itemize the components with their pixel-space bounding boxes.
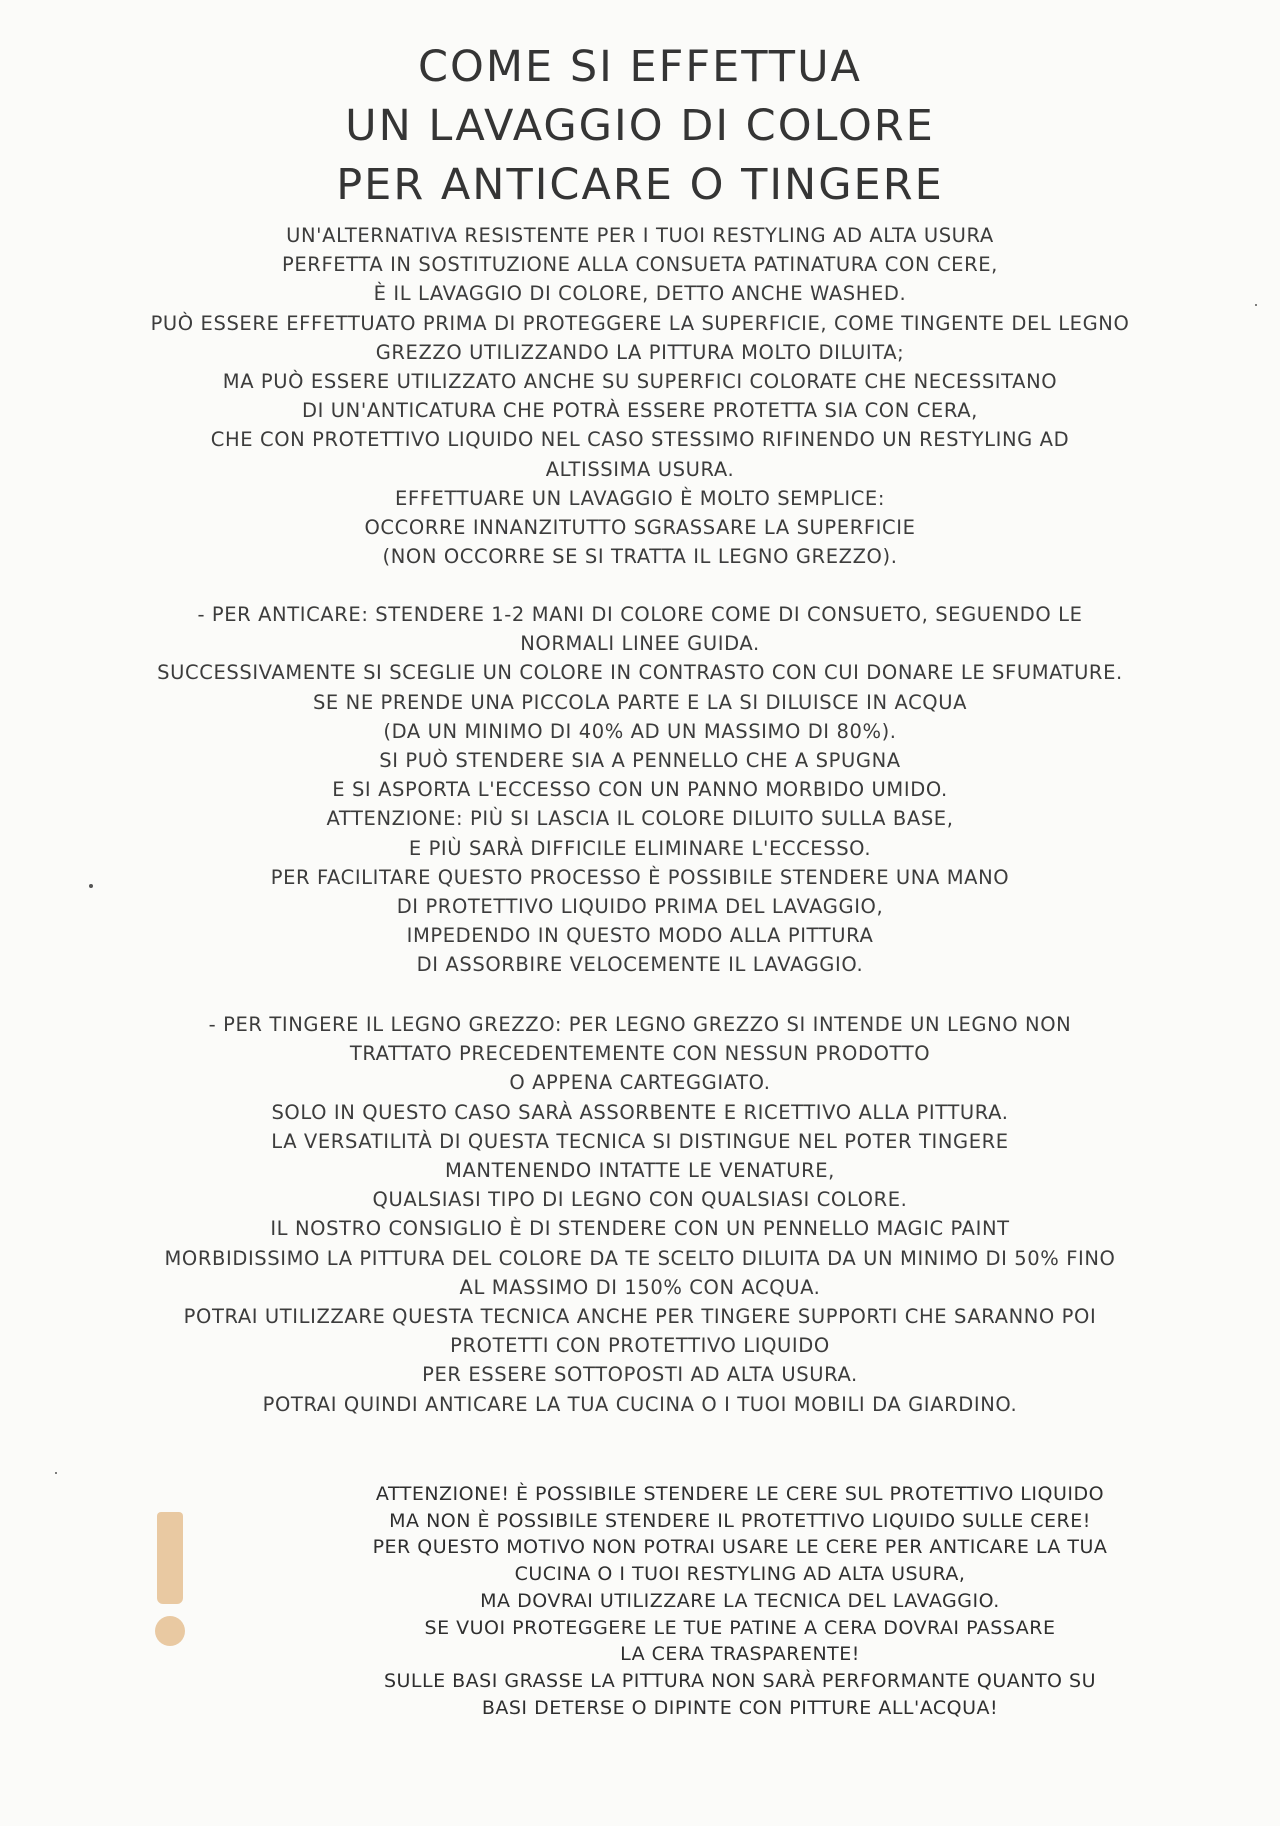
warning-note bbox=[160, 1481, 1280, 1721]
anticare-line: E SI ASPORTA L'ECCESSO CON UN PANNO MORBIDO UMIDO. bbox=[332, 778, 948, 802]
warning-line: PER QUESTO MOTIVO NON POTRAI USARE LE CERE PER ANTICARE LA TUA bbox=[372, 1536, 1108, 1559]
warning-line: CUCINA O I TUOI RESTYLING AD ALTA USURA, bbox=[514, 1563, 966, 1586]
intro-line: GREZZO UTILIZZANDO LA PITTURA MOLTO DILUITA; bbox=[375, 340, 905, 364]
anticare-line: SE NE PRENDE UNA PICCOLA PARTE E LA SI DILUISCE IN ACQUA bbox=[312, 690, 968, 714]
anticare-line: NORMALI LINEE GUIDA. bbox=[520, 632, 760, 656]
title-line: PER ANTICARE O TINGERE bbox=[336, 160, 944, 210]
warning-line: LA CERA TRASPARENTE! bbox=[620, 1643, 860, 1666]
tingere-line: O APPENA CARTEGGIATO. bbox=[509, 1071, 771, 1095]
intro-line: UN'ALTERNATIVA RESISTENTE PER I TUOI RESTYLING AD ALTA USURA bbox=[286, 224, 994, 247]
paper-speck bbox=[89, 884, 93, 888]
anticare-line: - PER ANTICARE: STENDERE 1-2 MANI DI COLORE COME DI CONSUETO, SEGUENDO LE bbox=[197, 603, 1083, 626]
tingere-line: QUALSIASI TIPO DI LEGNO CON QUALSIASI COLORE. bbox=[372, 1188, 908, 1212]
warning-line: MA NON È POSSIBILE STENDERE IL PROTETTIVO LIQUIDO SULLE CERE! bbox=[389, 1509, 1091, 1532]
tingere-line: POTRAI QUINDI ANTICARE LA TUA CUCINA O I TUOI MOBILI DA GIARDINO. bbox=[262, 1392, 1018, 1416]
tingere-line: MORBIDISSIMO LA PITTURA DEL COLORE DA TE SCELTO DILUITA DA UN MINIMO DI 50% FINO bbox=[164, 1246, 1116, 1270]
anticare-line: SUCCESSIVAMENTE SI SCEGLIE UN COLORE IN CONTRASTO CON CUI DONARE LE SFUMATURE. bbox=[157, 661, 1123, 685]
tingere-line: PROTETTI CON PROTETTIVO LIQUIDO bbox=[450, 1334, 830, 1358]
intro-line: ALTISSIMA USURA. bbox=[545, 457, 735, 481]
anticare-line: DI ASSORBIRE VELOCEMENTE IL LAVAGGIO. bbox=[416, 953, 864, 977]
tingere-line: - PER TINGERE IL LEGNO GREZZO: PER LEGNO GREZZO SI INTENDE UN LEGNO NON bbox=[208, 1013, 1072, 1036]
anticare-line: E PIÙ SARÀ DIFFICILE ELIMINARE L'ECCESSO. bbox=[408, 836, 872, 860]
anticare-line: DI PROTETTIVO LIQUIDO PRIMA DEL LAVAGGIO, bbox=[396, 895, 884, 919]
tingere-line: MANTENENDO INTATTE LE VENATURE, bbox=[445, 1159, 835, 1183]
intro-line: (NON OCCORRE SE SI TRATTA IL LEGNO GREZZO). bbox=[382, 545, 898, 569]
tingere-line: PER ESSERE SOTTOPOSTI AD ALTA USURA. bbox=[422, 1363, 858, 1387]
intro-line: È IL LAVAGGIO DI COLORE, DETTO ANCHE WASHED. bbox=[373, 282, 907, 306]
title-line: COME SI EFFETTUA bbox=[418, 42, 862, 92]
warning-line: BASI DETERSE O DIPINTE CON PITTURE ALL'ACQUA! bbox=[481, 1696, 999, 1719]
intro-line: PUÒ ESSERE EFFETTUATO PRIMA DI PROTEGGERE LA SUPERFICIE, COME TINGENTE DEL LEGNO bbox=[150, 311, 1130, 335]
intro-line: DI UN'ANTICATURA CHE POTRÀ ESSERE PROTETTA SIA CON CERA, bbox=[302, 399, 978, 423]
tingere-line: AL MASSIMO DI 150% CON ACQUA. bbox=[459, 1275, 821, 1299]
warning-line: MA DOVRAI UTILIZZARE LA TECNICA DEL LAVAGGIO. bbox=[480, 1589, 1000, 1612]
anticare-line: IMPEDENDO IN QUESTO MODO ALLA PITTURA bbox=[406, 924, 874, 948]
intro-line: CHE CON PROTETTIVO LIQUIDO NEL CASO STESSIMO RIFINENDO UN RESTYLING AD bbox=[210, 428, 1070, 452]
warning-line: ATTENZIONE! È POSSIBILE STENDERE LE CERE SUL PROTETTIVO LIQUIDO bbox=[375, 1483, 1105, 1505]
section-anticare bbox=[0, 600, 1280, 980]
tingere-line: TRATTATO PRECEDENTEMENTE CON NESSUN PRODOTTO bbox=[349, 1042, 931, 1066]
tingere-line: POTRAI UTILIZZARE QUESTA TECNICA ANCHE PER TINGERE SUPPORTI CHE SARANNO POI bbox=[183, 1305, 1097, 1329]
anticare-line: (DA UN MINIMO DI 40% AD UN MASSIMO DI 80%). bbox=[383, 719, 897, 743]
paper-speck bbox=[1255, 304, 1257, 306]
tingere-line: LA VERSATILITÀ DI QUESTA TECNICA SI DISTINGUE NEL POTER TINGERE bbox=[271, 1129, 1009, 1153]
anticare-line: PER FACILITARE QUESTO PROCESSO È POSSIBILE STENDERE UNA MANO bbox=[270, 865, 1010, 889]
intro-line: PERFETTA IN SOSTITUZIONE ALLA CONSUETA PATINATURA CON CERE, bbox=[282, 253, 998, 277]
warning-line: SULLE BASI GRASSE LA PITTURA NON SARÀ PERFORMANTE QUANTO SU bbox=[383, 1669, 1097, 1692]
page-title bbox=[0, 38, 1280, 215]
intro-line: OCCORRE INNANZITUTTO SGRASSARE LA SUPERFICIE bbox=[364, 516, 916, 540]
intro-paragraph bbox=[0, 221, 1280, 571]
tingere-line: SOLO IN QUESTO CASO SARÀ ASSORBENTE E RICETTIVO ALLA PITTURA. bbox=[271, 1100, 1009, 1124]
title-line: UN LAVAGGIO DI COLORE bbox=[345, 101, 935, 151]
section-tingere bbox=[0, 1010, 1280, 1419]
warning-line: SE VUOI PROTEGGERE LE TUE PATINE A CERA DOVRAI PASSARE bbox=[424, 1616, 1056, 1639]
intro-line: EFFETTUARE UN LAVAGGIO È MOLTO SEMPLICE: bbox=[394, 486, 886, 510]
tingere-line: IL NOSTRO CONSIGLIO È DI STENDERE CON UN PENNELLO MAGIC PAINT bbox=[270, 1217, 1010, 1241]
anticare-line: ATTENZIONE: PIÙ SI LASCIA IL COLORE DILUITO SULLA BASE, bbox=[326, 807, 954, 831]
anticare-line: SI PUÒ STENDERE SIA A PENNELLO CHE A SPUGNA bbox=[379, 749, 901, 773]
intro-line: MA PUÒ ESSERE UTILIZZATO ANCHE SU SUPERFICI COLORATE CHE NECESSITANO bbox=[222, 370, 1058, 394]
paper-speck bbox=[55, 1472, 57, 1474]
